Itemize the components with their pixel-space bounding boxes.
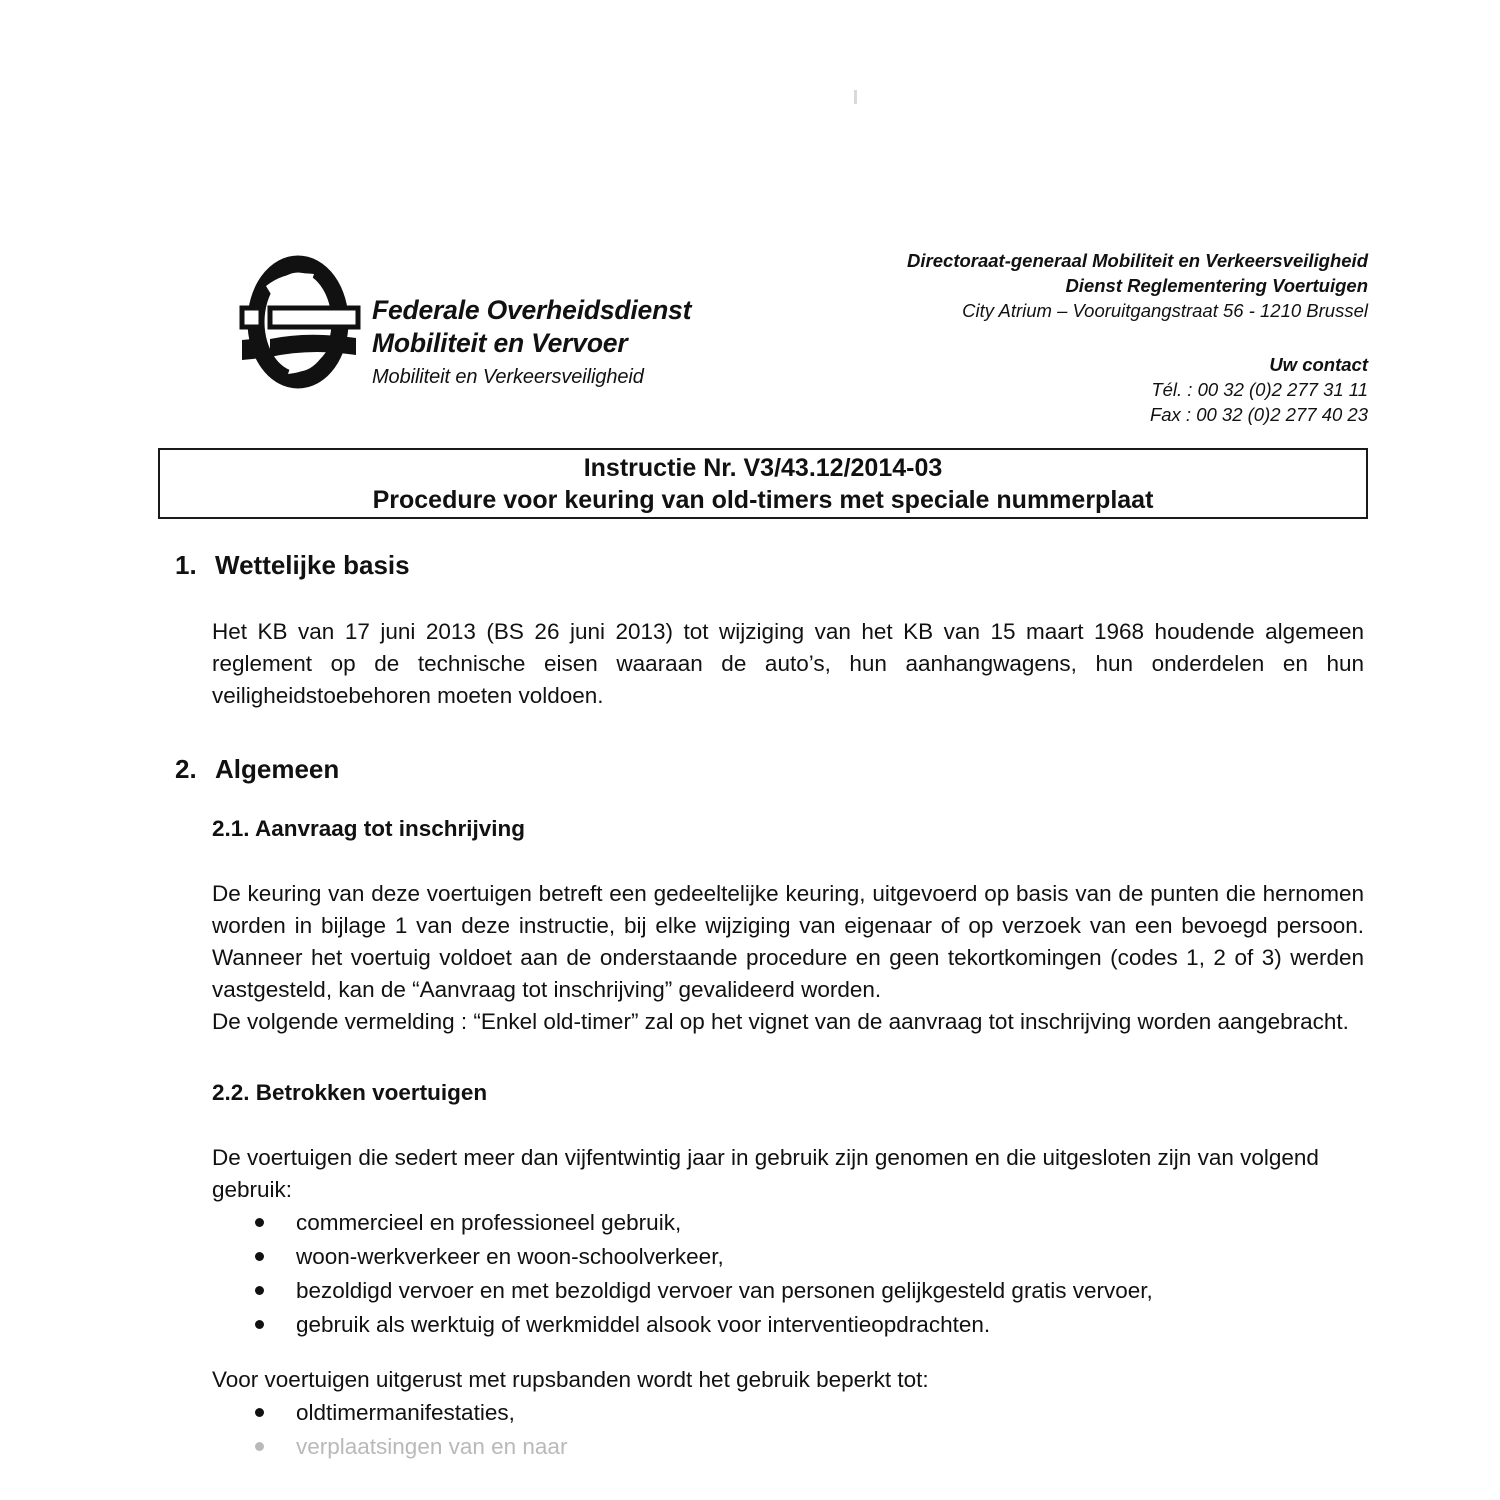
list-item-label: gebruik als werktuig of werkmiddel alsook voor interventieopdrachten. [296, 1312, 991, 1337]
section-2-title: Algemeen [215, 754, 340, 784]
bullet-dot-icon [255, 1252, 264, 1261]
list-item [252, 1396, 1500, 1430]
contact-heading: Uw contact [1269, 354, 1368, 375]
bullet-dot-icon [255, 1408, 264, 1417]
clipped-list-item-label: verplaatsingen van en naar [296, 1434, 568, 1459]
section-2-1-paragraph-1: De keuring van deze voertuigen betreft een gedeeltelijke keuring, uitgevoerd op basis van de punten die hernomen worden in bijlage 1 van deze instructie, bij elke wijziging van eigenaar of op verzoek van een bevoegd persoon. Wanneer het voertuig voldoet aan de onderstaande procedure en geen tekortkomingen (codes 1, 2 of 3) werden vastgesteld, kan de “Aanvraag tot inschrijving” gevalideerd worden. [212, 881, 1364, 1002]
instruction-number: Instructie Nr. V3/43.12/2014-03 [583, 453, 943, 482]
logo-line-3: Mobiliteit en Verkeersveiligheid [372, 366, 644, 388]
list-item [252, 1308, 1500, 1342]
section-1-heading [175, 548, 1500, 582]
bullet-dot-icon [255, 1442, 264, 1451]
list-item [252, 1206, 1500, 1240]
section-2-2-heading: 2.2. Betrokken voertuigen [212, 1080, 488, 1105]
list-item-label: bezoldigd vervoer en met bezoldigd vervoer van personen gelijkgesteld gratis vervoer, [296, 1278, 1153, 1303]
list-item [252, 1274, 1500, 1308]
section-2-number: 2. [175, 754, 197, 784]
list-item-label: woon-werkverkeer en woon-schoolverkeer, [296, 1244, 724, 1269]
fod-euro-ellipse-logo-icon [236, 260, 362, 384]
section-2-1-heading: 2.1. Aanvraag tot inschrijving [212, 816, 526, 841]
directorate-general-line-1: Directoraat-generaal Mobiliteit en Verkeersveiligheid [907, 250, 1368, 271]
directorate-general-line-2: Dienst Reglementering Voertuigen [1065, 275, 1368, 296]
section-1-paragraph: Het KB van 17 juni 2013 (BS 26 juni 2013) tot wijziging van het KB van 15 maart 1968 houdende algemeen reglement op de technische eisen waaraan de auto’s, hun aanhangwagens, hun onderdelen en hun veiligheidstoebehoren moeten voldoen. [212, 619, 1364, 708]
logo-line-1: Federale Overheidsdienst [372, 295, 692, 325]
document-title-box [158, 448, 1368, 519]
section-2-heading [175, 752, 1500, 786]
list-item-label: commercieel en professioneel gebruik, [296, 1210, 682, 1235]
bullet-dot-icon [255, 1218, 264, 1227]
tracked-vehicles-intro: Voor voertuigen uitgerust met rupsbanden wordt het gebruik beperkt tot: [212, 1367, 929, 1392]
list-item-label: oldtimermanifestaties, [296, 1400, 515, 1425]
office-address: City Atrium – Vooruitgangstraat 56 - 1210 Brussel [962, 300, 1368, 321]
clipped-list-item [252, 1430, 1500, 1459]
section-1-number: 1. [175, 550, 197, 580]
bullet-dot-icon [255, 1320, 264, 1329]
instruction-title: Procedure voor keuring van old-timers met speciale nummerplaat [372, 485, 1154, 514]
fax-line: Fax : 00 32 (0)2 277 40 23 [1149, 404, 1368, 425]
organization-name [372, 258, 691, 393]
section-1-title: Wettelijke basis [215, 550, 410, 580]
section-2-1-paragraph-2: De volgende vermelding : “Enkel old-timer” zal op het vignet van de aanvraag tot inschrijving worden aangebracht. [212, 1009, 1349, 1034]
scan-artifact [854, 90, 857, 104]
telephone-line: Tél. : 00 32 (0)2 277 31 11 [1151, 379, 1368, 400]
list-item [252, 1240, 1500, 1274]
bullet-dot-icon [255, 1286, 264, 1295]
header-contact-block [907, 248, 1368, 427]
logo-line-2: Mobiliteit en Vervoer [372, 328, 628, 358]
document-header [0, 236, 1500, 426]
section-2-2-intro: De voertuigen die sedert meer dan vijfentwintig jaar in gebruik zijn genomen en die uitgesloten zijn van volgend gebruik: [212, 1145, 1319, 1202]
tracked-vehicles-list [252, 1396, 1500, 1430]
document-body [0, 548, 1500, 1459]
excluded-use-list [252, 1206, 1500, 1342]
organization-logo-block [236, 258, 691, 393]
